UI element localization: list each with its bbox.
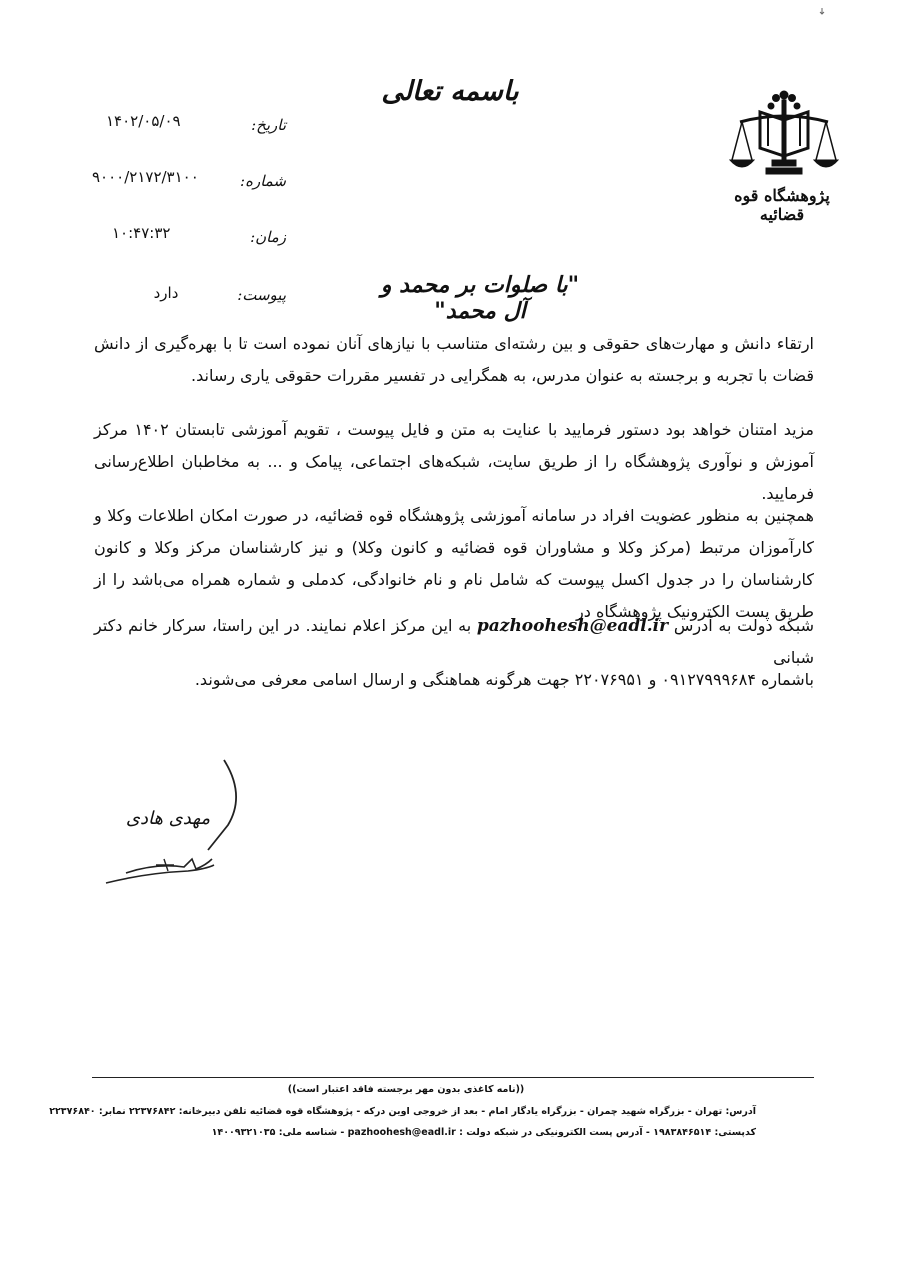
paragraph-3-contact-line: باشماره ۰۹۱۲۷۹۹۹۶۸۴ و ۲۲۰۷۶۹۵۱ جهت هرگونه هماهنگی و ارسال اسامی معرفی می‌شوند. — [194, 670, 814, 689]
time-value: ۱۰:۴۷:۳۲ — [112, 224, 171, 242]
salawat-line: "با صلوات بر محمد و آل محمد" — [380, 272, 580, 324]
footer-address: آدرس: تهران - بزرگراه شهید چمران - بزرگراه یادگار امام - بعد از خروجی اوین درکه - پژوهشگاه قوه قضائیه تلفن دبیرخانه: ۲۲۳۷۶۸۴۲ نمابر: ۲۲۳۷۶۸۴۰ — [49, 1106, 756, 1117]
number-label: شماره: — [240, 172, 286, 190]
email-address: pazhoohesh@eadl.ir — [476, 616, 669, 636]
logo-text: پژوهشگاه قوه قضائیه — [734, 186, 830, 224]
attachment-label: پیوست: — [237, 286, 286, 304]
paragraph-2: مزید امتنان خواهد بود دستور فرمایید با عنایت به متن و فایل پیوست ، تقویم آموزشی تابستان ۱۴۰۲ مرکز آموزش و نوآوری پژوهشگاه را از طریق سایت، شبکه‌های اجتماعی، پیامک و ... به مخاطبان اطلاع‌رسانی فرمایید. — [94, 420, 814, 503]
heading-basmala: باسمه تعالی — [381, 76, 519, 107]
date-label: تاریخ: — [251, 116, 286, 134]
footer-notice: ((نامه کاغذی بدون مهر برجسته فاقد اعتبار است)) — [287, 1084, 525, 1095]
date-value: ۱۴۰۲/۰۵/۰۹ — [106, 112, 181, 130]
email-line-prefix: شبکه دولت به آدرس — [673, 616, 814, 635]
attachment-value: دارد — [153, 284, 179, 302]
footer-ids: کدپستی: ۱۹۸۳۸۴۶۵۱۴ - آدرس پست الکترونیکی در شبکه دولت : pazhoohesh@eadl.ir - شناسه ملی: ۱۴۰۰۹۳۲۱۰۳۵ — [211, 1127, 756, 1138]
time-label: زمان: — [250, 228, 286, 246]
paragraph-1: ارتقاء دانش و مهارت‌های حقوقی و بین رشته‌ای متناسب با نیازهای آنان نموده است تا با بهره‌گیری از دانش قضات با تجربه و برجسته به عنوان مدرس، به همگرایی در تفسیر مقررات حقوقی یاری رساند. — [94, 334, 814, 385]
corner-mark-icon — [818, 8, 826, 16]
paragraph-3: همچنین به منظور عضویت افراد در سامانه آموزشی پژوهشگاه قوه قضائیه، در صورت امکان اطلاعات وکلا و کارآموزان مرتبط (مرکز وکلا و مشاوران قوه قضائیه و کانون وکلا) و نیز کارشناسان مرکز وکلا و کانون کارشناسان را در جدول اکسل پیوست که شامل نام و نام خانوادگی، کدملی و شماره همراه می‌باشد را از طریق پست الکترونیک پژوهشگاه در — [94, 506, 814, 621]
number-value: ۹۰۰۰/۲۱۷۲/۳۱۰۰ — [92, 168, 199, 186]
footer-divider — [92, 1077, 814, 1078]
signatory-name: مهدی هادی — [125, 808, 211, 829]
email-line-suffix: به این مرکز اعلام نمایند. در این راستا، سرکار خانم دکتر شبانی — [94, 616, 814, 667]
